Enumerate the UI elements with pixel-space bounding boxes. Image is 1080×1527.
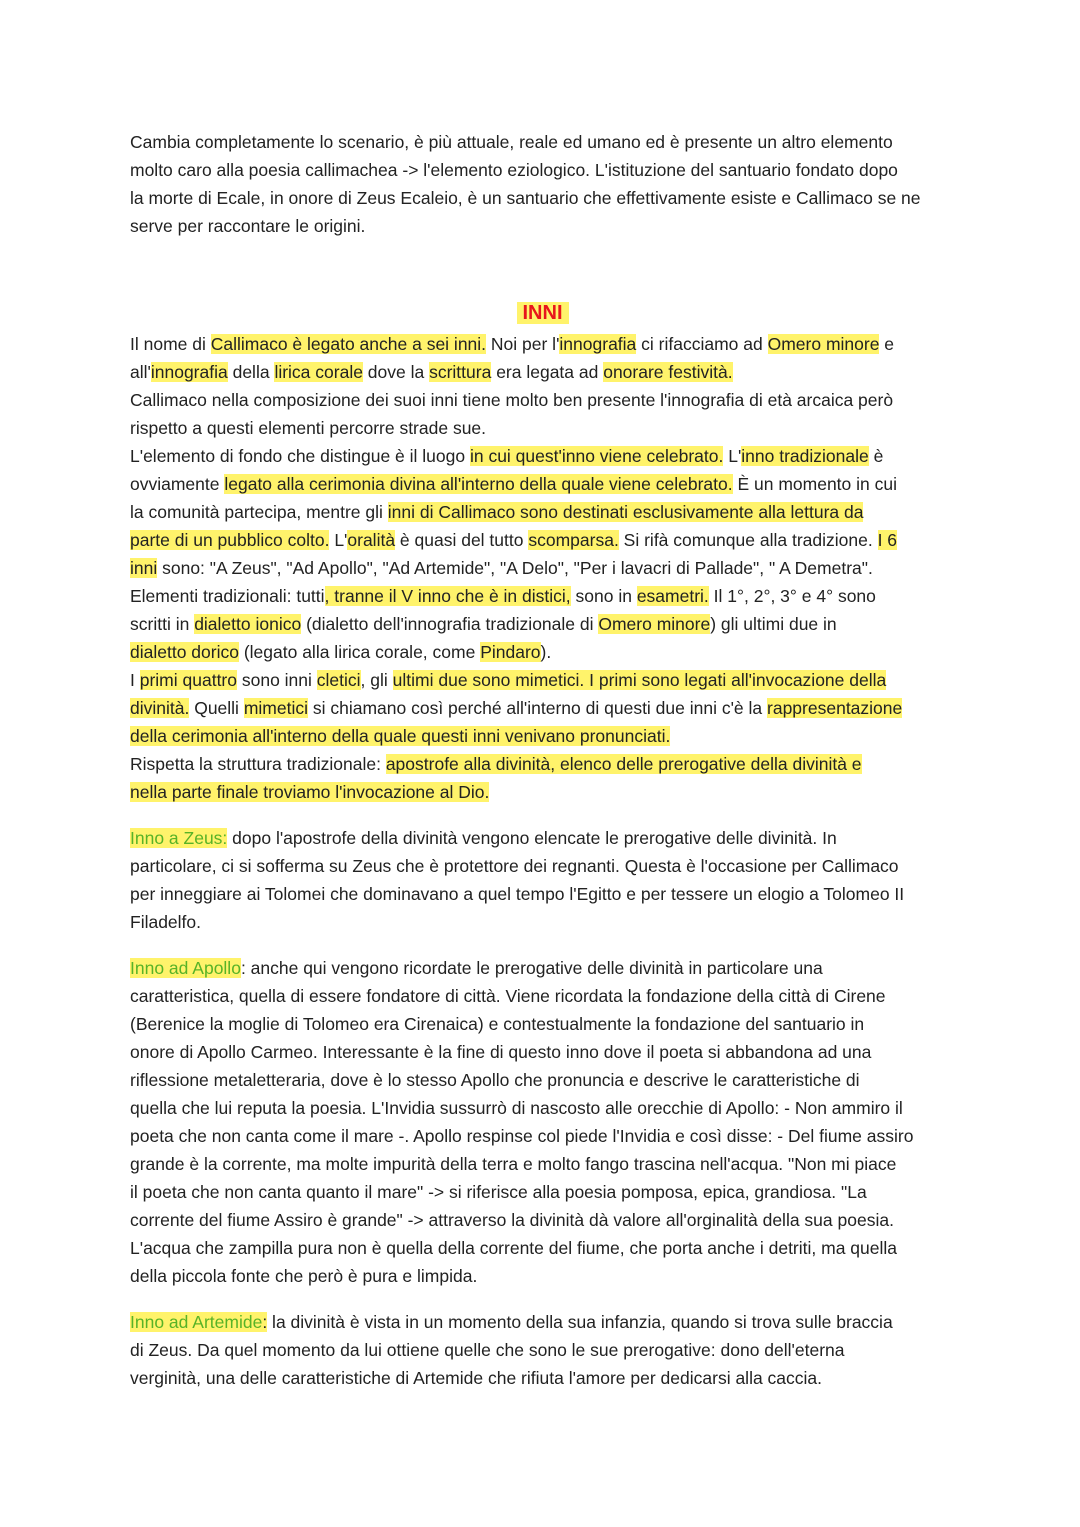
text-run: I [130,670,140,690]
text-line [130,498,955,526]
text-line [130,1336,955,1364]
text-run: ) gli ultimi due in [710,614,837,634]
text-run: (Berenice la moglie di Tolomeo era Cirenaica) e contestualmente la fondazione del santuario in [130,1014,865,1034]
text-line [130,666,955,694]
text-run: Filadelfo. [130,912,202,932]
highlighted-text: nella parte finale troviamo l'invocazione al Dio. [130,782,490,802]
text-run: Noi per l' [486,334,560,354]
text-line [130,694,955,722]
text-line [130,610,955,638]
highlighted-text: in cui quest'inno viene celebrato. [469,446,724,466]
text-line [130,1364,955,1392]
highlighted-text: inni [130,558,158,578]
highlighted-text: esametri. [636,586,709,606]
text-run: ci rifacciamo ad [636,334,768,354]
text-run: la comunità partecipa, mentre gli [130,502,388,522]
highlighted-text: Pindaro [480,642,541,662]
document-page [130,128,955,1392]
text-run: riflessione metaletteraria, dove è lo stesso Apollo che pronuncia e descrive le caratteristiche di [130,1070,860,1090]
highlighted-text: Inno ad Apollo [130,958,241,978]
inno-zeus-paragraph [130,824,955,936]
text-line [130,750,955,778]
text-line [130,778,955,806]
text-run: Callimaco nella composizione dei suoi inni tiene molto ben presente l'innografia di età arcaica però [130,390,894,410]
text-run: ). [540,642,552,662]
text-line [130,414,955,442]
highlighted-text: , tranne il V inno che è in distici, [324,586,571,606]
highlighted-text: Inno ad Artemide [130,1312,263,1332]
inno-artemide-paragraph [130,1308,955,1392]
text-run: è quasi del tutto [395,530,529,550]
highlighted-text: : [262,1312,268,1332]
text-run: Elementi tradizionali: tutti [130,586,325,606]
text-run: Quelli [189,698,244,718]
text-line [130,554,955,582]
highlighted-text: Callimaco è legato anche a sei inni. [210,334,487,354]
highlighted-text: innografia [150,362,228,382]
text-run: Rispetta la struttura tradizionale: [130,754,386,774]
text-line: serve per raccontare le origini. [130,216,366,236]
text-run: (legato alla lirica corale, come [238,642,481,662]
text-run: onore di Apollo Carmeo. Interessante è la fine di questo inno dove il poeta si abbandona ad una [130,1042,872,1062]
text-run: è [868,446,884,466]
intro-paragraph [130,128,955,240]
text-line [130,1206,955,1234]
text-run: L' [723,446,742,466]
text-run: per inneggiare ai Tolomei che dominavano a quel tempo l'Egitto e per tessere un elogio a Tolomeo II [130,884,905,904]
highlighted-text: scrittura [429,362,492,382]
text-line [130,880,955,908]
text-line [130,442,955,470]
text-line [130,954,955,982]
highlighted-text: legato alla cerimonia divina all'interno della quale viene celebrato. [224,474,733,494]
text-line [130,358,955,386]
highlighted-text: rappresentazione [767,698,903,718]
highlighted-text: Omero minore [598,614,711,634]
highlighted-text: innografia [559,334,637,354]
text-run: sono inni [237,670,317,690]
highlighted-text: inno tradizionale [741,446,869,466]
text-run: : anche qui vengono ricordate le prerogative delle divinità in particolare una [240,958,823,978]
text-run: Si rifà comunque alla tradizione. [618,530,878,550]
text-line: Cambia completamente lo scenario, è più attuale, reale ed umano ed è presente un altro elemento [130,132,893,152]
text-run: e [879,334,895,354]
text-run: la divinità è vista in un momento della sua infanzia, quando si trova sulle braccia [267,1312,893,1332]
highlighted-text: mimetici [243,698,308,718]
highlighted-text: cletici [316,670,361,690]
text-line [130,1178,955,1206]
text-line [130,908,955,936]
highlighted-text: dialetto dorico [130,642,239,662]
text-line [130,1066,955,1094]
text-line [130,1038,955,1066]
highlighted-text: Inno a Zeus: [130,828,228,848]
text-line [130,1010,955,1038]
text-line [130,386,955,414]
text-run: ovviamente [130,474,225,494]
text-run: È un momento in cui [732,474,897,494]
text-line [130,982,955,1010]
text-run: L'acqua che zampilla pura non è quella della corrente del fiume, che porta anche i detriti, ma quella [130,1238,898,1258]
text-line [130,526,955,554]
highlighted-text: della cerimonia all'interno della quale questi inni venivano pronunciati. [130,726,671,746]
text-line [130,1262,955,1290]
text-run: scritti in [130,614,195,634]
highlighted-text: divinità. [130,698,190,718]
text-line [130,638,955,666]
text-run: L' [329,530,348,550]
text-run: si chiamano così perché all'interno di questi due inni c'è la [307,698,768,718]
text-line [130,722,955,750]
text-run: della [227,362,275,382]
text-run: grande è la corrente, ma molte impurità della terra e molto fango trascina nell'acqua. "Non mi piace [130,1154,897,1174]
text-line [130,1122,955,1150]
text-run: quella che lui reputa la poesia. L'Invidia sussurrò di nascosto alle orecchie di Apollo: - Non ammiro il [130,1098,903,1118]
highlighted-text: apostrofe alla divinità, elenco delle prerogative della divinità e [385,754,862,774]
highlighted-text: onorare festività. [603,362,733,382]
inno-apollo-paragraph [130,954,955,1290]
inni-paragraph [130,330,955,806]
highlighted-text: Omero minore [767,334,880,354]
text-run: il poeta che non canta quanto il mare" -> si riferisce alla poesia pomposa, epica, grandiosa. "La [130,1182,867,1202]
text-run: (dialetto dell'innografia tradizionale di [301,614,599,634]
text-run: particolare, ci si sofferma su Zeus che è protettore dei regnanti. Questa è l'occasione per Callimaco [130,856,899,876]
text-line [130,470,955,498]
text-run: Il nome di [130,334,211,354]
text-line [130,1150,955,1178]
highlighted-text: scomparsa. [528,530,619,550]
heading-text: INNI [517,302,569,324]
text-line [130,582,955,610]
text-run: sono: "A Zeus", "Ad Apollo", "Ad Artemide", "A Delo", "Per i lavacri di Pallade", " A Demetra". [157,558,873,578]
text-line [130,1308,955,1336]
text-run: caratteristica, quella di essere fondatore di città. Viene ricordata la fondazione della città di Cirene [130,986,886,1006]
highlighted-text: primi quattro [139,670,237,690]
text-run: corrente del fiume Assiro è grande" -> attraverso la divinità dà valore all'orginalità della sua poesia. [130,1210,894,1230]
text-run: , gli [360,670,393,690]
highlighted-text: dialetto ionico [194,614,302,634]
text-run: dove la [362,362,430,382]
text-run: di Zeus. Da quel momento da lui ottiene quelle che sono le sue prerogative: dono dell'eterna [130,1340,845,1360]
text-run: sono in [570,586,637,606]
text-line [130,1094,955,1122]
text-line: molto caro alla poesia callimachea -> l'elemento eziologico. L'istituzione del santuario fondato dopo [130,160,898,180]
text-run: era legata ad [491,362,604,382]
text-line [130,824,955,852]
text-run: verginità, una delle caratteristiche di Artemide che rifiuta l'amore per dedicarsi alla caccia. [130,1368,823,1388]
text-run: Il 1°, 2°, 3° e 4° sono [708,586,876,606]
text-run: dopo l'apostrofe della divinità vengono elencate le prerogative delle divinità. In [227,828,837,848]
highlighted-text: lirica corale [274,362,363,382]
text-run: poeta che non canta come il mare -. Apollo respinse col piede l'Invidia e così disse: - Del fiume assiro [130,1126,914,1146]
text-run: della piccola fonte che però è pura e limpida. [130,1266,478,1286]
text-line [130,1234,955,1262]
text-line [130,330,955,358]
highlighted-text: oralità [347,530,396,550]
text-run: rispetto a questi elementi percorre strade sue. [130,418,487,438]
highlighted-text: I 6 [877,530,898,550]
highlighted-text: ultimi due sono mimetici. I primi sono legati all'invocazione della [392,670,887,690]
text-run: all' [130,362,151,382]
highlighted-text: inni di Callimaco sono destinati esclusivamente alla lettura da [387,502,864,522]
text-line [130,852,955,880]
highlighted-text: parte di un pubblico colto. [130,530,330,550]
section-heading [130,298,955,328]
text-run: L'elemento di fondo che distingue è il luogo [130,446,470,466]
text-line: la morte di Ecale, in onore di Zeus Ecaleio, è un santuario che effettivamente esiste e Callimaco se ne [130,188,921,208]
